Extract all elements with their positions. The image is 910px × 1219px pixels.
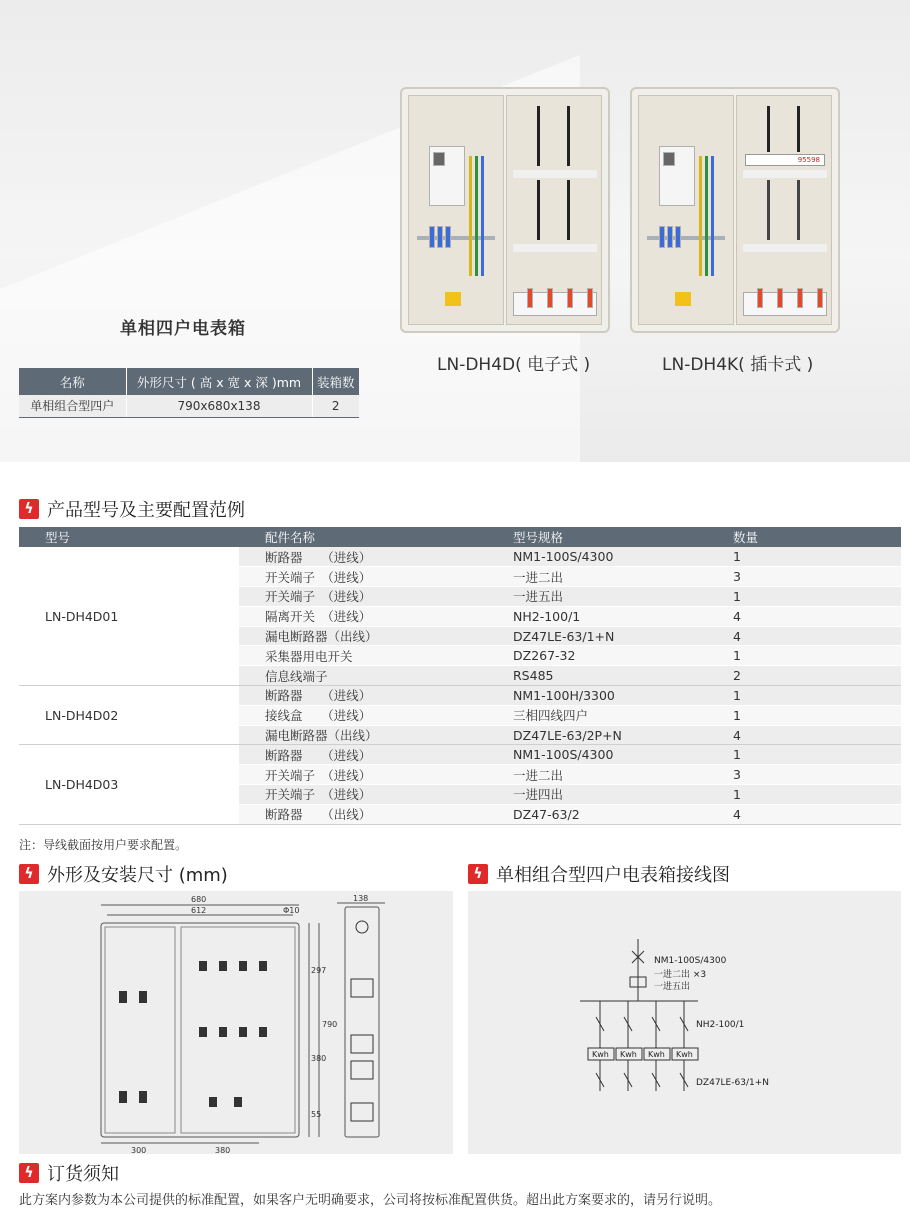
dimension-drawing [19, 891, 453, 1154]
cfg-model-cell: LN-DH4D02 [19, 686, 239, 745]
dim-width-inner: 612 [191, 906, 207, 915]
cfg-part-cell: 断路器 （出线） [239, 804, 487, 824]
spec-header-name: 名称 [19, 368, 126, 395]
cfg-spec-cell: NM1-100H/3300 [487, 686, 707, 706]
cfg-spec-cell: NM1-100S/4300 [487, 547, 707, 567]
cfg-qty-cell: 1 [707, 686, 901, 706]
cfg-qty-cell: 1 [707, 745, 901, 765]
dim-phi: Φ10 [283, 906, 300, 915]
wiring-rcbo-label: DZ47LE-63/1+N [696, 1078, 769, 1088]
box-label: 95598 [745, 154, 825, 166]
cfg-header-qty: 数量 [707, 527, 901, 547]
cfg-part-cell: 采集器用电开关 [239, 646, 487, 666]
cfg-qty-cell: 3 [707, 567, 901, 587]
cfg-spec-cell: 一进五出 [487, 587, 707, 607]
dim-h-upper: 297 [311, 966, 327, 975]
section-dims-title: 外形及安装尺寸 (mm) [47, 865, 228, 886]
wiring-breaker-label: NM1-100S/4300 [654, 956, 727, 966]
cfg-part-cell: 开关端子 （进线） [239, 567, 487, 587]
wiring-term1-label: 一进二出 ×3 [654, 970, 707, 980]
section-dims-header [19, 861, 228, 887]
wiring-diagram [468, 891, 901, 1154]
cfg-header-model: 型号 [19, 527, 239, 547]
dim-h-total: 790 [322, 1020, 338, 1029]
lightning-icon: ϟ [468, 864, 488, 884]
section-config-title: 产品型号及主要配置范例 [47, 500, 245, 521]
dim-h-low: 55 [311, 1110, 322, 1119]
cfg-spec-cell: 三相四线四户 [487, 705, 707, 725]
cfg-part-cell: 开关端子 （进线） [239, 765, 487, 785]
spec-table [19, 368, 359, 418]
cfg-spec-cell: RS485 [487, 666, 707, 686]
table-row [19, 686, 901, 706]
product-title: 单相四户电表箱 [120, 319, 246, 339]
dim-depth: 138 [353, 894, 369, 903]
model-label-dh4k: LN-DH4K( 插卡式 ) [662, 355, 814, 375]
table-row [19, 547, 901, 567]
section-order-title: 订货须知 [47, 1164, 119, 1185]
cfg-qty-cell: 1 [707, 705, 901, 725]
cfg-spec-cell: NM1-100S/4300 [487, 745, 707, 765]
cfg-spec-cell: 一进二出 [487, 765, 707, 785]
cfg-qty-cell: 4 [707, 804, 901, 824]
section-wiring-header [468, 861, 730, 887]
table-row [19, 745, 901, 765]
wiring-isolator-label: NH2-100/1 [696, 1020, 745, 1030]
meter-label-3: Kwh [648, 1050, 665, 1059]
dim-width-outer: 680 [191, 895, 207, 904]
product-image-dh4d [400, 87, 610, 333]
cfg-spec-cell: DZ47LE-63/2P+N [487, 725, 707, 745]
section-wiring-title: 单相组合型四户电表箱接线图 [496, 865, 730, 886]
cfg-part-cell: 隔离开关 （进线） [239, 606, 487, 626]
cfg-spec-cell: NH2-100/1 [487, 606, 707, 626]
section-config-header [19, 496, 245, 522]
spec-cell-size: 790x680x138 [126, 395, 312, 417]
cfg-part-cell: 接线盒 （进线） [239, 705, 487, 725]
dimension-drawing-panel [19, 891, 453, 1154]
meter-label-2: Kwh [620, 1050, 637, 1059]
cfg-part-cell: 漏电断路器（出线） [239, 725, 487, 745]
note-text: 注：导线截面按用户要求配置。 [19, 838, 188, 852]
cfg-qty-cell: 1 [707, 587, 901, 607]
meter-label-1: Kwh [592, 1050, 609, 1059]
model-label-dh4d: LN-DH4D( 电子式 ) [437, 355, 591, 375]
cfg-qty-cell: 4 [707, 725, 901, 745]
cfg-qty-cell: 4 [707, 626, 901, 646]
cfg-spec-cell: 一进二出 [487, 567, 707, 587]
lightning-icon: ϟ [19, 864, 39, 884]
spec-cell-qty: 2 [312, 395, 359, 417]
dim-h-mid: 380 [311, 1054, 327, 1063]
cfg-part-cell: 断路器 （进线） [239, 686, 487, 706]
cfg-part-cell: 断路器 （进线） [239, 547, 487, 567]
cfg-part-cell: 开关端子 （进线） [239, 785, 487, 805]
lightning-icon: ϟ [19, 1163, 39, 1183]
product-image-dh4k [630, 87, 840, 333]
wiring-diagram-panel [468, 891, 901, 1154]
wiring-term2-label: 一进五出 [654, 982, 691, 992]
cfg-header-spec: 型号规格 [487, 527, 707, 547]
section-order-header [19, 1160, 119, 1186]
order-note: 此方案内参数为本公司提供的标准配置，如果客户无明确要求，公司将按标准配置供货。超出此方案要求的，请另行说明。 [19, 1193, 722, 1208]
cfg-qty-cell: 1 [707, 785, 901, 805]
cfg-part-cell: 信息线端子 [239, 666, 487, 686]
cfg-qty-cell: 2 [707, 666, 901, 686]
cfg-spec-cell: DZ47LE-63/1+N [487, 626, 707, 646]
cfg-model-cell: LN-DH4D01 [19, 547, 239, 686]
cfg-qty-cell: 3 [707, 765, 901, 785]
cfg-part-cell: 漏电断路器（出线） [239, 626, 487, 646]
spec-cell-name: 单相组合型四户 [19, 395, 126, 417]
cfg-spec-cell: 一进四出 [487, 785, 707, 805]
meter-label-4: Kwh [676, 1050, 693, 1059]
spec-header-size: 外形尺寸 ( 高 x 宽 x 深 )mm [126, 368, 312, 395]
cfg-spec-cell: DZ267-32 [487, 646, 707, 666]
spec-header-qty: 装箱数 [312, 368, 359, 395]
cfg-part-cell: 开关端子 （进线） [239, 587, 487, 607]
cfg-qty-cell: 4 [707, 606, 901, 626]
cfg-qty-cell: 1 [707, 547, 901, 567]
cfg-header-part: 配件名称 [239, 527, 487, 547]
dim-w-left: 300 [131, 1146, 147, 1154]
lightning-icon: ϟ [19, 499, 39, 519]
hero-banner [0, 0, 910, 462]
dim-w-right: 380 [215, 1146, 231, 1154]
cfg-part-cell: 断路器 （进线） [239, 745, 487, 765]
cfg-spec-cell: DZ47-63/2 [487, 804, 707, 824]
cfg-model-cell: LN-DH4D03 [19, 745, 239, 824]
cfg-qty-cell: 1 [707, 646, 901, 666]
config-table [19, 527, 901, 825]
